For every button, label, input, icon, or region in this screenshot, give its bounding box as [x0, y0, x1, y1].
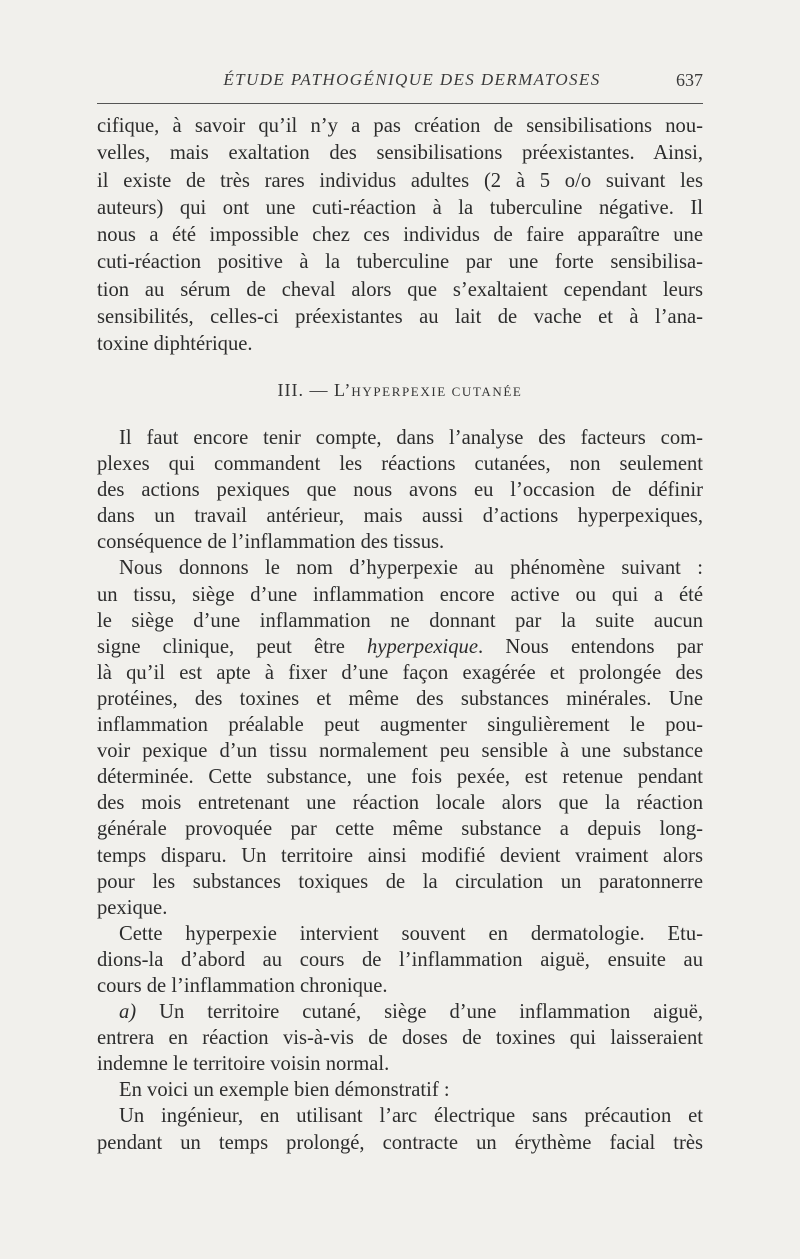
list-label: a): [119, 1001, 137, 1024]
text-line: entrera en réaction vis-à-vis de doses de toxines qui laisseraient: [97, 1027, 703, 1050]
text-line: déterminée. Cette substance, une fois pexée, est retenue pendant: [97, 766, 703, 789]
text-line: pendant un temps prolongé, contracte un érythème facial très: [97, 1131, 703, 1154]
text-line: des mois entretenant une réaction locale alors que la réaction: [97, 792, 703, 815]
text-fragment: Un territoire cutané, siège d’une inflammation aiguë,: [136, 1001, 703, 1024]
text-line: là qu’il est apte à fixer d’une façon exagérée et prolongée des: [97, 661, 703, 684]
text-line: nous a été impossible chez ces individus de faire apparaître une: [97, 224, 703, 247]
text-line: tion au sérum de cheval alors que s’exaltaient cependant leurs: [97, 278, 703, 301]
page-number: 637: [676, 70, 703, 90]
text-line: [97, 634, 703, 660]
text-line: cifique, à savoir qu’il n’y a pas création de sensibilisations nou-: [97, 115, 703, 137]
section-title: HYPERPEXIE CUTANÉE: [351, 384, 523, 399]
text-line: indemne le territoire voisin normal.: [97, 1053, 390, 1076]
text-line: un tissu, siège d’une inflammation encore active ou qui a été: [97, 583, 703, 606]
text-line: Un ingénieur, en utilisant l’arc électrique sans précaution et: [119, 1105, 703, 1128]
text-line: En voici un exemple bien démonstratif :: [119, 1079, 450, 1102]
text-line: cuti-réaction positive à la tuberculine par une forte sensibilisa-: [97, 251, 703, 274]
text-line: voir pexique d’un tissu normalement peu sensible à une substance: [97, 740, 703, 763]
text-line: toxine diphtérique.: [97, 333, 253, 356]
text-line: des actions pexiques que nous avons eu l’occasion de définir: [97, 479, 703, 502]
section-heading: [97, 380, 703, 401]
text-fragment: . Nous entendons par: [477, 635, 703, 658]
main-text: [97, 425, 703, 1156]
text-line: conséquence de l’inflammation des tissus.: [97, 531, 445, 554]
running-title: ÉTUDE PATHOGÉNIQUE DES DERMATOSES: [223, 70, 601, 89]
text-line: Nous donnons le nom d’hyperpexie au phénomène suivant :: [119, 557, 703, 580]
paragraph-1: [97, 113, 703, 359]
text-line: dans un travail antérieur, mais aussi d’actions hyperpexiques,: [97, 505, 703, 528]
text-line: inflammation préalable peut augmenter singulièrement le pou-: [97, 714, 703, 737]
text-line: le siège d’une inflammation ne donnant par la suite aucun: [97, 609, 703, 632]
text-line: protéines, des toxines et même des substances minérales. Une: [97, 687, 703, 710]
text-fragment: signe clinique, peut être: [97, 635, 368, 658]
text-line: il existe de très rares individus adultes (2 à 5 o/o suivant les: [97, 169, 703, 192]
text-line: générale provoquée par cette même substance a depuis long-: [97, 818, 703, 841]
section-number: III. — L’: [277, 380, 352, 400]
header-rule: [97, 103, 703, 104]
text-line: auteurs) qui ont une cuti-réaction à la tuberculine négative. Il: [97, 196, 703, 219]
text-line: plexes qui commandent les réactions cutanées, non seulement: [97, 453, 703, 476]
italic-term: hyperpexique: [367, 635, 478, 658]
text-line: [97, 999, 703, 1025]
page-header: [97, 70, 703, 100]
text-line: temps disparu. Un territoire ainsi modifié devient vraiment alors: [97, 844, 703, 867]
text-line: Cette hyperpexie intervient souvent en dermatologie. Etu-: [119, 922, 703, 945]
text-line: cours de l’inflammation chronique.: [97, 974, 388, 997]
text-line: pexique.: [97, 896, 168, 919]
text-line: pour les substances toxiques de la circulation un paratonnerre: [97, 870, 703, 893]
text-line: Il faut encore tenir compte, dans l’analyse des facteurs com-: [119, 427, 703, 449]
text-line: velles, mais exaltation des sensibilisations préexistantes. Ainsi,: [97, 142, 703, 165]
text-line: sensibilités, celles-ci préexistantes au lait de vache et à l’ana-: [97, 306, 703, 329]
text-line: dions-la d’abord au cours de l’inflammation aiguë, ensuite au: [97, 948, 703, 971]
